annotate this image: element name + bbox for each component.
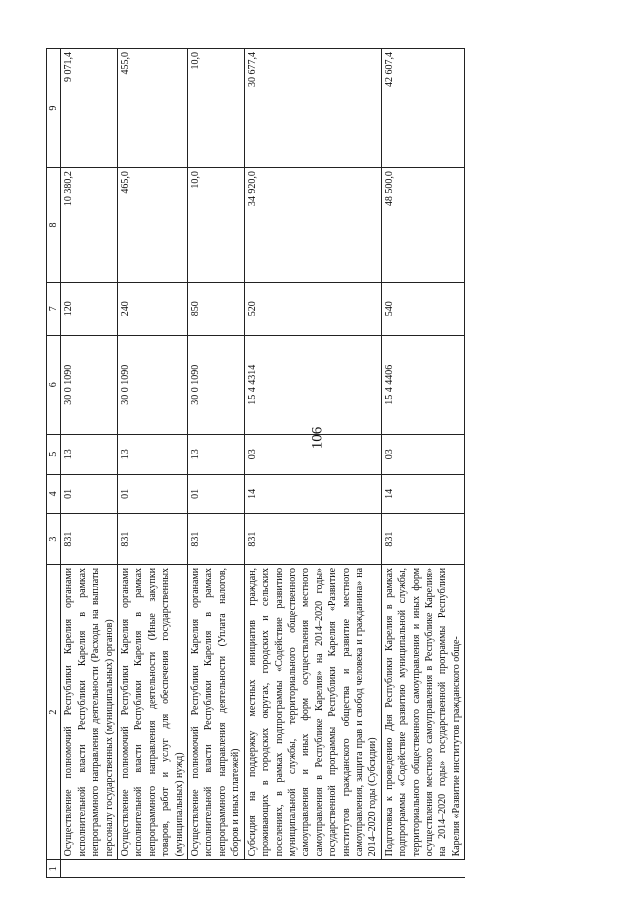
rotated-page: [46, 48, 594, 878]
target-article-cell: 30 0 1090: [118, 335, 188, 434]
col-1-cell: [244, 860, 381, 878]
header-col-3: 3: [47, 514, 61, 565]
amount-cell: 34 920,0: [244, 168, 381, 283]
target-article-cell: 30 0 1090: [188, 335, 245, 434]
expense-type-cell: 240: [118, 282, 188, 335]
amount-cell: 30 677,4: [244, 49, 381, 168]
budget-table: [46, 48, 465, 878]
header-row: [47, 49, 61, 878]
amount-cell: 465,0: [118, 168, 188, 283]
description-cell: Осуществление полномочий Республики Карелия органами исполнительной власти Республики Карелия в рамках непрограммного направления деятельности (Иные закупки товаров, работ и услуг для обеспечения государственных (муниципальных) нужд): [118, 564, 188, 859]
header-col-5: 5: [47, 434, 61, 474]
target-article-cell: 15 4 4314: [244, 335, 381, 434]
subsection-cell: 13: [188, 434, 245, 474]
table-row: [188, 49, 245, 878]
subsection-cell: 13: [61, 434, 118, 474]
expense-type-cell: 540: [381, 282, 464, 335]
target-article-cell: 30 0 1090: [61, 335, 118, 434]
subsection-cell: 03: [244, 434, 381, 474]
header-col-9: 9: [47, 49, 61, 168]
code-cell: 831: [61, 514, 118, 565]
amount-cell: 10 380,2: [61, 168, 118, 283]
amount-cell: 48 500,0: [381, 168, 464, 283]
section-cell: 01: [61, 474, 118, 514]
section-cell: 01: [118, 474, 188, 514]
expense-type-cell: 850: [188, 282, 245, 335]
header-col-6: 6: [47, 335, 61, 434]
amount-cell: 455,0: [118, 49, 188, 168]
header-col-4: 4: [47, 474, 61, 514]
description-cell: Подготовка к проведению Дня Республики Карелия в рамках подпрограммы «Содействие развитию муниципальной службы, территориального общественного самоуправления и иных форм осуществления местного самоуправления в Республике Карелия» на 2014–2020 годы» государственной программы Республики Карелия «Развитие институтов гражданского обще-: [381, 564, 464, 859]
expense-type-cell: 520: [244, 282, 381, 335]
section-cell: 14: [381, 474, 464, 514]
col-1-cell: [188, 860, 245, 878]
table-row: [61, 49, 118, 878]
section-cell: 01: [188, 474, 245, 514]
amount-cell: 9 071,4: [61, 49, 118, 168]
table-row: [381, 49, 464, 878]
amount-cell: 10,0: [188, 168, 245, 283]
code-cell: 831: [244, 514, 381, 565]
subsection-cell: 13: [118, 434, 188, 474]
code-cell: 831: [381, 514, 464, 565]
amount-cell: 10,0: [188, 49, 245, 168]
code-cell: 831: [188, 514, 245, 565]
expense-type-cell: 120: [61, 282, 118, 335]
page-number: 106: [309, 426, 326, 450]
col-1-cell: [118, 860, 188, 878]
col-1-cell: [61, 860, 118, 878]
code-cell: 831: [118, 514, 188, 565]
section-cell: 14: [244, 474, 381, 514]
target-article-cell: 15 4 4406: [381, 335, 464, 434]
table-row: [244, 49, 381, 878]
header-col-1: 1: [47, 860, 61, 878]
subsection-cell: 03: [381, 434, 464, 474]
header-col-8: 8: [47, 168, 61, 283]
description-cell: Субсидия на поддержку местных инициатив граждан, проживающих в городских округах, городских и сельских поселениях, в рамках подпрограммы «Содействие развитию муниципальной службы, территориального общественного самоуправления и иных форм осуществления местного самоуправления в Республике Карелия» на 2014–2020 годы» государственной программы Республики Карелия «Развитие институтов гражданского общества и развитие местного самоуправления, защита прав и свобод человека и гражданина» на 2014–2020 годы (Субсидии): [244, 564, 381, 859]
description-cell: Осуществление полномочий Республики Карелия органами исполнительной власти Республики Карелия в рамках непрограммного направления деятельности (Расходы на выплаты персоналу государственных (муниципальных) органов): [61, 564, 118, 859]
header-col-2: 2: [47, 564, 61, 859]
table-row: [118, 49, 188, 878]
description-cell: Осуществление полномочий Республики Карелия органами исполнительной власти Республики Карелия в рамках непрограммного направления деятельности (Уплата налогов, сборов и иных платежей): [188, 564, 245, 859]
col-1-cell: [381, 860, 464, 878]
header-col-7: 7: [47, 282, 61, 335]
amount-cell: 42 607,4: [381, 49, 464, 168]
